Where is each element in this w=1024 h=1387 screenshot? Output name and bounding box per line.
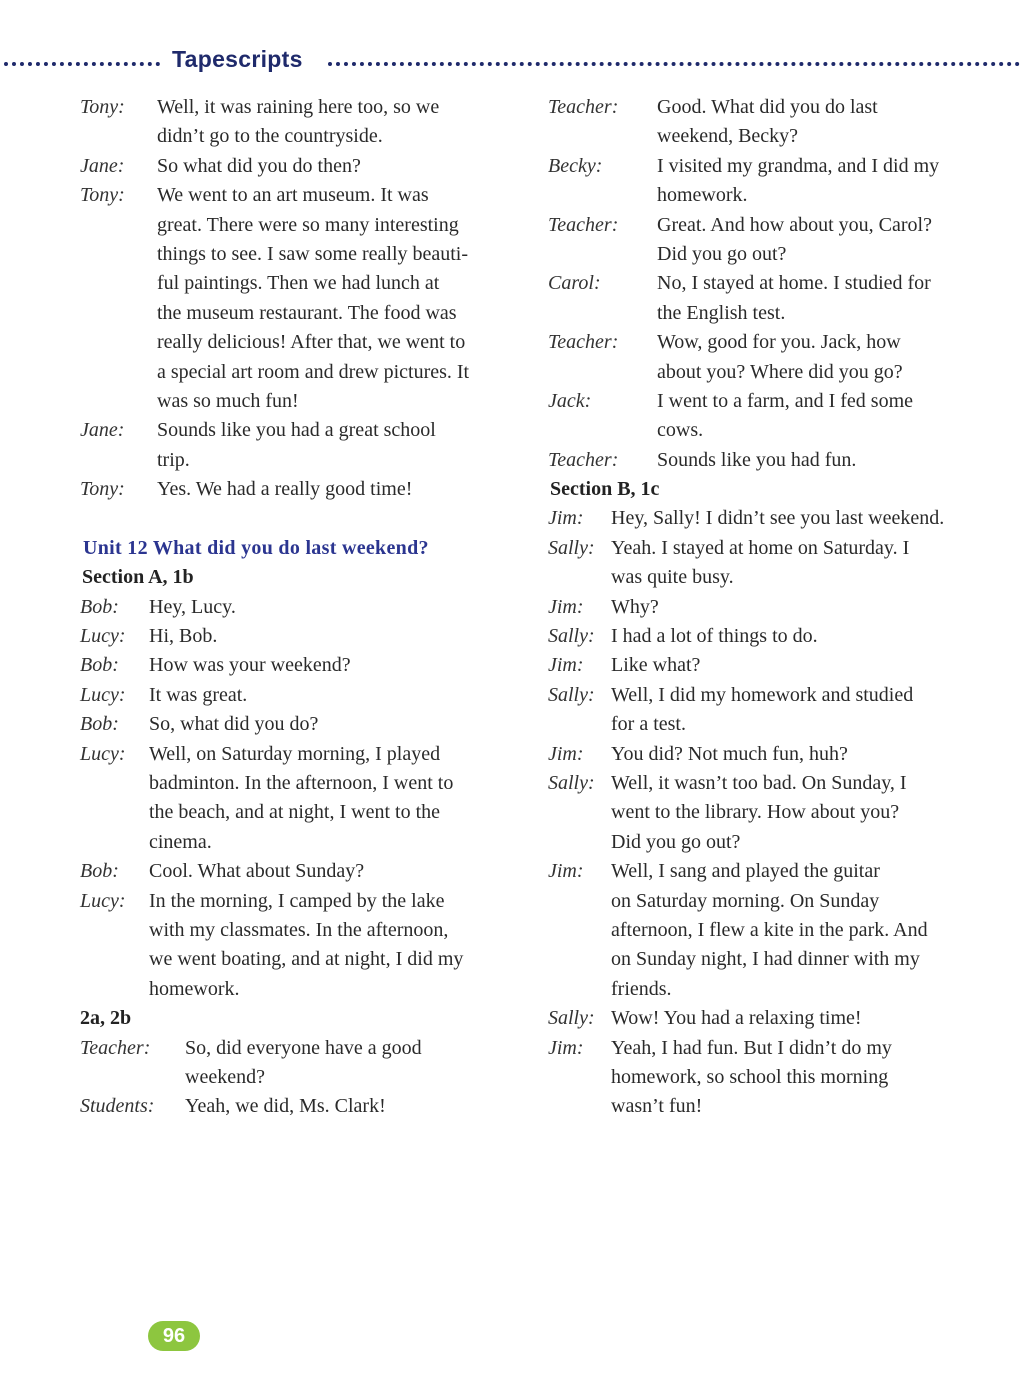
- dialogue-text: with my classmates. In the afternoon,: [149, 918, 449, 941]
- dialogue-line: [80, 1063, 520, 1092]
- dialogue-line: [80, 299, 520, 328]
- dialogue-text: Did you go out?: [611, 830, 741, 853]
- speaker-label: Teacher:: [548, 331, 619, 354]
- speaker-label: Bob:: [80, 595, 119, 618]
- dialogue-text: really delicious! After that, we went to: [157, 331, 466, 354]
- dialogue-text: wasn’t fun!: [611, 1095, 703, 1118]
- dialogue-text: How was your weekend?: [149, 654, 351, 677]
- dialogue-line: [548, 1063, 988, 1092]
- dialogue-line: [548, 1092, 988, 1121]
- dialogue-line: [80, 328, 520, 357]
- unit-title: Unit 12 What did you do last weekend?: [83, 536, 429, 559]
- dialogue-line: [548, 328, 988, 357]
- dialogue-line: [548, 93, 988, 122]
- dialogue-line: [548, 504, 988, 533]
- dialogue-text: Sounds like you had fun.: [657, 448, 857, 471]
- section-title-line: [80, 1004, 520, 1033]
- dialogue-text: So, did everyone have a good: [185, 1036, 422, 1059]
- section-title: 2a, 2b: [80, 1007, 132, 1030]
- speaker-label: Sally:: [548, 625, 595, 648]
- dialogue-text: Hey, Sally! I didn’t see you last weekend.: [611, 507, 945, 530]
- speaker-label: Lucy:: [80, 742, 126, 765]
- header-dotted-rule-left: [4, 62, 160, 66]
- dialogue-line: [548, 710, 988, 739]
- dialogue-line: [548, 681, 988, 710]
- dialogue-text: great. There were so many interesting: [157, 213, 459, 236]
- speaker-label: Bob:: [80, 713, 119, 736]
- speaker-label: Bob:: [80, 654, 119, 677]
- dialogue-line: [548, 563, 988, 592]
- dialogue-line: [80, 122, 520, 151]
- speaker-label: Lucy:: [80, 683, 126, 706]
- dialogue-line: [548, 916, 988, 945]
- speaker-label: Teacher:: [548, 213, 619, 236]
- dialogue-text: weekend?: [185, 1065, 265, 1088]
- dialogue-line: [548, 945, 988, 974]
- dialogue-line: [80, 651, 520, 680]
- dialogue-text: cinema.: [149, 830, 212, 853]
- speaker-label: Jack:: [548, 389, 592, 412]
- speaker-label: Teacher:: [80, 1036, 151, 1059]
- dialogue-text: homework.: [657, 184, 748, 207]
- dialogue-text: for a test.: [611, 713, 686, 736]
- dialogue-line: [80, 593, 520, 622]
- dialogue-text: It was great.: [149, 683, 248, 706]
- dialogue-line: [548, 857, 988, 886]
- dialogue-text: badminton. In the afternoon, I went to: [149, 771, 454, 794]
- dialogue-line: [80, 152, 520, 181]
- dialogue-text: Well, on Saturday morning, I played: [149, 742, 441, 765]
- dialogue-line: [80, 798, 520, 827]
- speaker-label: Carol:: [548, 272, 601, 295]
- dialogue-text: on Sunday night, I had dinner with my: [611, 948, 920, 971]
- dialogue-line: [548, 240, 988, 269]
- dialogue-text: weekend, Becky?: [657, 125, 799, 148]
- dialogue-text: afternoon, I flew a kite in the park. And: [611, 918, 928, 941]
- speaker-label: Students:: [80, 1095, 155, 1118]
- dialogue-line: [548, 975, 988, 1004]
- dialogue-line: [548, 769, 988, 798]
- dialogue-text: No, I stayed at home. I studied for: [657, 272, 931, 295]
- speaker-label: Jim:: [548, 860, 584, 883]
- section-title: Section B, 1c: [550, 478, 660, 501]
- dialogue-text: homework.: [149, 977, 240, 1000]
- speaker-label: Jane:: [80, 419, 125, 442]
- speaker-label: Jim:: [548, 507, 584, 530]
- dialogue-text: the English test.: [657, 301, 786, 324]
- dialogue-text: Yeah. I stayed at home on Saturday. I: [611, 536, 910, 559]
- dialogue-text: about you? Where did you go?: [657, 360, 903, 383]
- speaker-label: Bob:: [80, 860, 119, 883]
- section-title: Section A, 1b: [82, 566, 194, 589]
- dialogue-line: [548, 622, 988, 651]
- dialogue-text: Did you go out?: [657, 242, 787, 265]
- dialogue-text: Yes. We had a really good time!: [157, 478, 413, 501]
- speaker-label: Lucy:: [80, 889, 126, 912]
- unit-title-line: [80, 534, 520, 563]
- page-header: [0, 46, 1024, 80]
- dialogue-text: Good. What did you do last: [657, 96, 878, 118]
- speaker-label: Jim:: [548, 742, 584, 765]
- dialogue-line: [548, 181, 988, 210]
- dialogue-text: Why?: [611, 595, 659, 618]
- dialogue-line: [80, 622, 520, 651]
- dialogue-line: [548, 446, 988, 475]
- dialogue-line: [548, 299, 988, 328]
- dialogue-block: [80, 1034, 520, 1122]
- dialogue-text: In the morning, I camped by the lake: [149, 889, 445, 912]
- section-title-line: [548, 475, 988, 504]
- dialogue-text: We went to an art museum. It was: [157, 184, 429, 207]
- dialogue-text: I visited my grandma, and I did my: [657, 154, 940, 177]
- dialogue-line: [80, 1092, 520, 1121]
- speaker-label: Sally:: [548, 536, 595, 559]
- dialogue-text: Yeah, I had fun. But I didn’t do my: [611, 1036, 892, 1059]
- dialogue-text: the museum restaurant. The food was: [157, 301, 457, 324]
- dialogue-line: [80, 358, 520, 387]
- dialogue-block: [548, 504, 988, 1121]
- dialogue-text: didn’t go to the countryside.: [157, 125, 383, 148]
- dialogue-line: [548, 798, 988, 827]
- dialogue-line: [80, 740, 520, 769]
- dialogue-text: I went to a farm, and I fed some: [657, 389, 914, 412]
- dialogue-line: [80, 446, 520, 475]
- dialogue-line: [548, 1004, 988, 1033]
- dialogue-text: I had a lot of things to do.: [611, 625, 818, 648]
- dialogue-text: things to see. I saw some really beauti-: [157, 242, 469, 265]
- dialogue-text: Sounds like you had a great school: [157, 419, 436, 442]
- speaker-label: Teacher:: [548, 96, 619, 118]
- dialogue-block: [80, 593, 520, 1004]
- dialogue-text: Well, it was raining here too, so we: [157, 96, 440, 118]
- dialogue-line: [80, 769, 520, 798]
- dialogue-text: went to the library. How about you?: [611, 801, 900, 824]
- speaker-label: Teacher:: [548, 448, 619, 471]
- dialogue-line: [80, 211, 520, 240]
- dialogue-text: the beach, and at night, I went to the: [149, 801, 441, 824]
- dialogue-line: [80, 710, 520, 739]
- dialogue-line: [548, 416, 988, 445]
- dialogue-line: [80, 916, 520, 945]
- dialogue-line: [80, 857, 520, 886]
- dialogue-line: [548, 534, 988, 563]
- dialogue-text: Wow, good for you. Jack, how: [657, 331, 901, 354]
- dialogue-line: [548, 887, 988, 916]
- dialogue-text: Hey, Lucy.: [149, 595, 236, 618]
- page-number-badge: 96: [148, 1321, 200, 1351]
- speaker-label: Jim:: [548, 1036, 584, 1059]
- dialogue-text: on Saturday morning. On Sunday: [611, 889, 880, 912]
- dialogue-text: Well, I did my homework and studied: [611, 683, 914, 706]
- spacer: [80, 504, 520, 533]
- speaker-label: Tony:: [80, 478, 125, 501]
- dialogue-line: [80, 387, 520, 416]
- dialogue-line: [80, 240, 520, 269]
- speaker-label: Lucy:: [80, 625, 126, 648]
- dialogue-text: Well, I sang and played the guitar: [611, 860, 880, 883]
- dialogue-line: [80, 1034, 520, 1063]
- dialogue-line: [548, 740, 988, 769]
- speaker-label: Jim:: [548, 654, 584, 677]
- dialogue-text: Wow! You had a relaxing time!: [611, 1007, 862, 1030]
- speaker-label: Jim:: [548, 595, 584, 618]
- dialogue-text: You did? Not much fun, huh?: [611, 742, 848, 765]
- speaker-label: Becky:: [548, 154, 603, 177]
- dialogue-line: [80, 681, 520, 710]
- dialogue-line: [548, 211, 988, 240]
- dialogue-line: [80, 828, 520, 857]
- dialogue-line: [548, 122, 988, 151]
- dialogue-text: a special art room and drew pictures. It: [157, 360, 470, 383]
- dialogue-block: [80, 93, 520, 504]
- dialogue-line: [548, 269, 988, 298]
- speaker-label: Jane:: [80, 154, 125, 177]
- dialogue-text: homework, so school this morning: [611, 1065, 889, 1088]
- speaker-label: Sally:: [548, 683, 595, 706]
- speaker-label: Tony:: [80, 96, 125, 118]
- dialogue-text: was quite busy.: [611, 566, 734, 589]
- dialogue-text: Cool. What about Sunday?: [149, 860, 365, 883]
- dialogue-line: [548, 152, 988, 181]
- dialogue-text: Like what?: [611, 654, 701, 677]
- dialogue-line: [548, 358, 988, 387]
- dialogue-text: was so much fun!: [157, 389, 299, 412]
- dialogue-line: [548, 593, 988, 622]
- dialogue-text: So what did you do then?: [157, 154, 361, 177]
- dialogue-text: we went boating, and at night, I did my: [149, 948, 464, 971]
- speaker-label: Tony:: [80, 184, 125, 207]
- dialogue-line: [80, 945, 520, 974]
- left-column: [80, 93, 520, 1122]
- dialogue-line: [80, 887, 520, 916]
- dialogue-text: Well, it wasn’t too bad. On Sunday, I: [611, 771, 907, 794]
- right-column: [548, 93, 988, 1122]
- header-dotted-rule-right: [328, 62, 1020, 66]
- dialogue-text: cows.: [657, 419, 704, 442]
- header-title: Tapescripts: [172, 46, 303, 72]
- speaker-label: Sally:: [548, 771, 595, 794]
- speaker-label: Sally:: [548, 1007, 595, 1030]
- dialogue-text: So, what did you do?: [149, 713, 319, 736]
- dialogue-line: [80, 475, 520, 504]
- dialogue-text: ful paintings. Then we had lunch at: [157, 272, 440, 295]
- dialogue-line: [548, 828, 988, 857]
- dialogue-text: Great. And how about you, Carol?: [657, 213, 932, 236]
- dialogue-text: Yeah, we did, Ms. Clark!: [185, 1095, 386, 1118]
- dialogue-block: [548, 93, 988, 475]
- section-title-line: [80, 563, 520, 592]
- dialogue-line: [548, 1034, 988, 1063]
- dialogue-line: [80, 975, 520, 1004]
- dialogue-line: [80, 181, 520, 210]
- dialogue-line: [548, 387, 988, 416]
- dialogue-text: trip.: [157, 448, 190, 471]
- dialogue-text: Hi, Bob.: [149, 625, 218, 648]
- dialogue-line: [80, 416, 520, 445]
- dialogue-line: [80, 93, 520, 122]
- dialogue-line: [80, 269, 520, 298]
- dialogue-line: [548, 651, 988, 680]
- dialogue-text: friends.: [611, 977, 672, 1000]
